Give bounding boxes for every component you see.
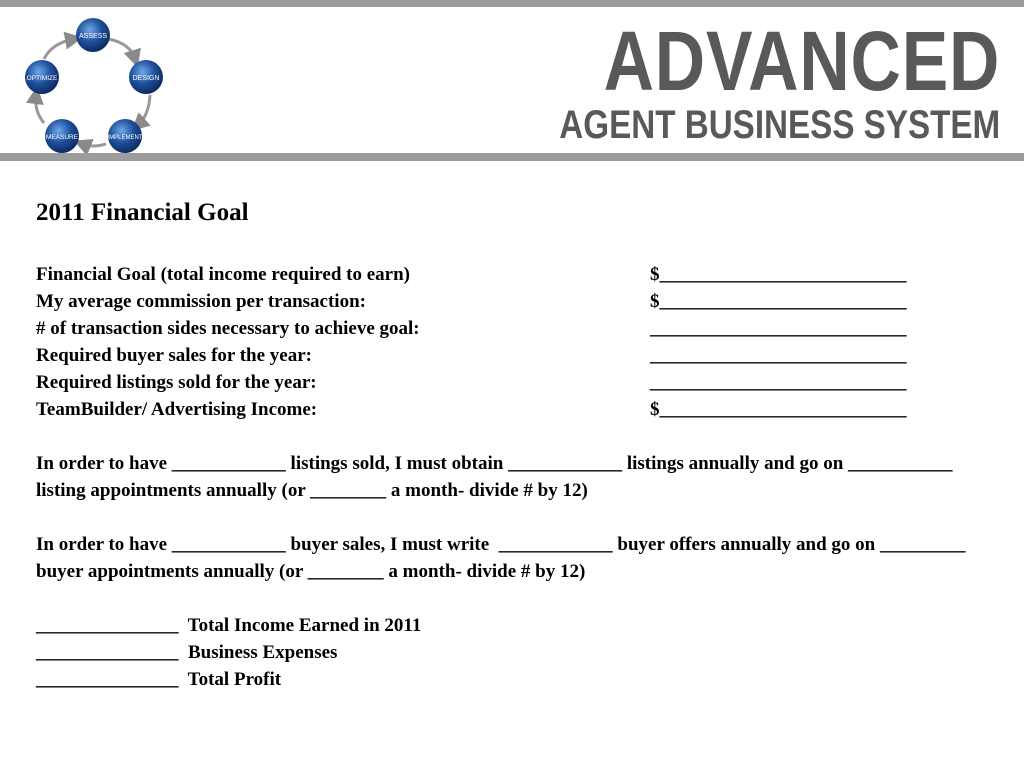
svg-text:DESIGN: DESIGN [132,75,160,82]
goal-label: Required buyer sales for the year: [36,345,313,366]
measure-circle [45,119,79,153]
listings-paragraph: In order to have ____________ listings sold, I must obtain ____________ listings annually and go on ___________ listing appointments annually (or ________ a month- divide # by 12) [36,453,958,501]
goal-label: # of transaction sides necessary to achieve goal: [36,318,420,339]
goal-blank: $__________________________ [650,264,907,285]
goal-row [36,369,996,396]
total-label: Business Expenses [188,642,338,663]
buyers-paragraph: In order to have ____________ buyer sales, I must write ____________ buyer offers annually and go on _________ buyer appointments annually (or ________ a month- divide # by 12) [36,534,971,582]
goal-blank: $__________________________ [650,291,907,312]
cycle-arrow [44,39,74,59]
brand-title: ADVANCED [603,14,1000,108]
cycle-arrow [138,95,150,125]
total-blank: _______________ [36,642,179,663]
total-row [36,639,996,666]
goal-blank: ___________________________ [650,372,907,393]
cycle-arrow [82,144,106,146]
svg-text:MEASURE: MEASURE [45,134,79,141]
optimize-circle [25,60,59,94]
goal-row [36,342,996,369]
goal-row [36,315,996,342]
total-blank: _______________ [36,669,179,690]
svg-text:OPTIMIZE: OPTIMIZE [26,75,58,82]
goal-blank: ___________________________ [650,318,907,339]
total-row [36,612,996,639]
goal-label: Required listings sold for the year: [36,372,317,393]
totals-list [36,612,996,693]
goal-row [36,396,996,423]
total-label: Total Profit [187,669,282,690]
page-title: 2011 Financial Goal [36,199,249,226]
design-circle [129,60,163,94]
goal-blank: $__________________________ [650,399,907,420]
cycle-arrow [36,95,44,123]
goal-list [36,261,996,423]
header-banner [0,7,1024,153]
goal-label: Financial Goal (total income required to earn) [36,264,410,285]
business-cycle-logo [22,17,167,157]
svg-text:IMPLEMENT: IMPLEMENT [107,135,143,141]
total-blank: _______________ [36,615,179,636]
goal-worksheet [36,197,996,693]
goal-blank: ___________________________ [650,345,907,366]
total-row [36,666,996,693]
svg-text:ASSESS: ASSESS [78,33,108,40]
top-gray-bar [0,0,1024,7]
brand-logo [469,14,1000,147]
total-label: Total Income Earned in 2011 [187,615,422,636]
assess-circle [76,18,110,52]
goal-row [36,261,996,288]
bottom-gray-bar [0,153,1024,161]
goal-row [36,288,996,315]
goal-label: My average commission per transaction: [36,291,366,312]
cycle-arrow [108,39,135,59]
goal-label: TeamBuilder/ Advertising Income: [36,399,318,420]
brand-subtitle: AGENT BUSINESS SYSTEM [559,103,1000,147]
